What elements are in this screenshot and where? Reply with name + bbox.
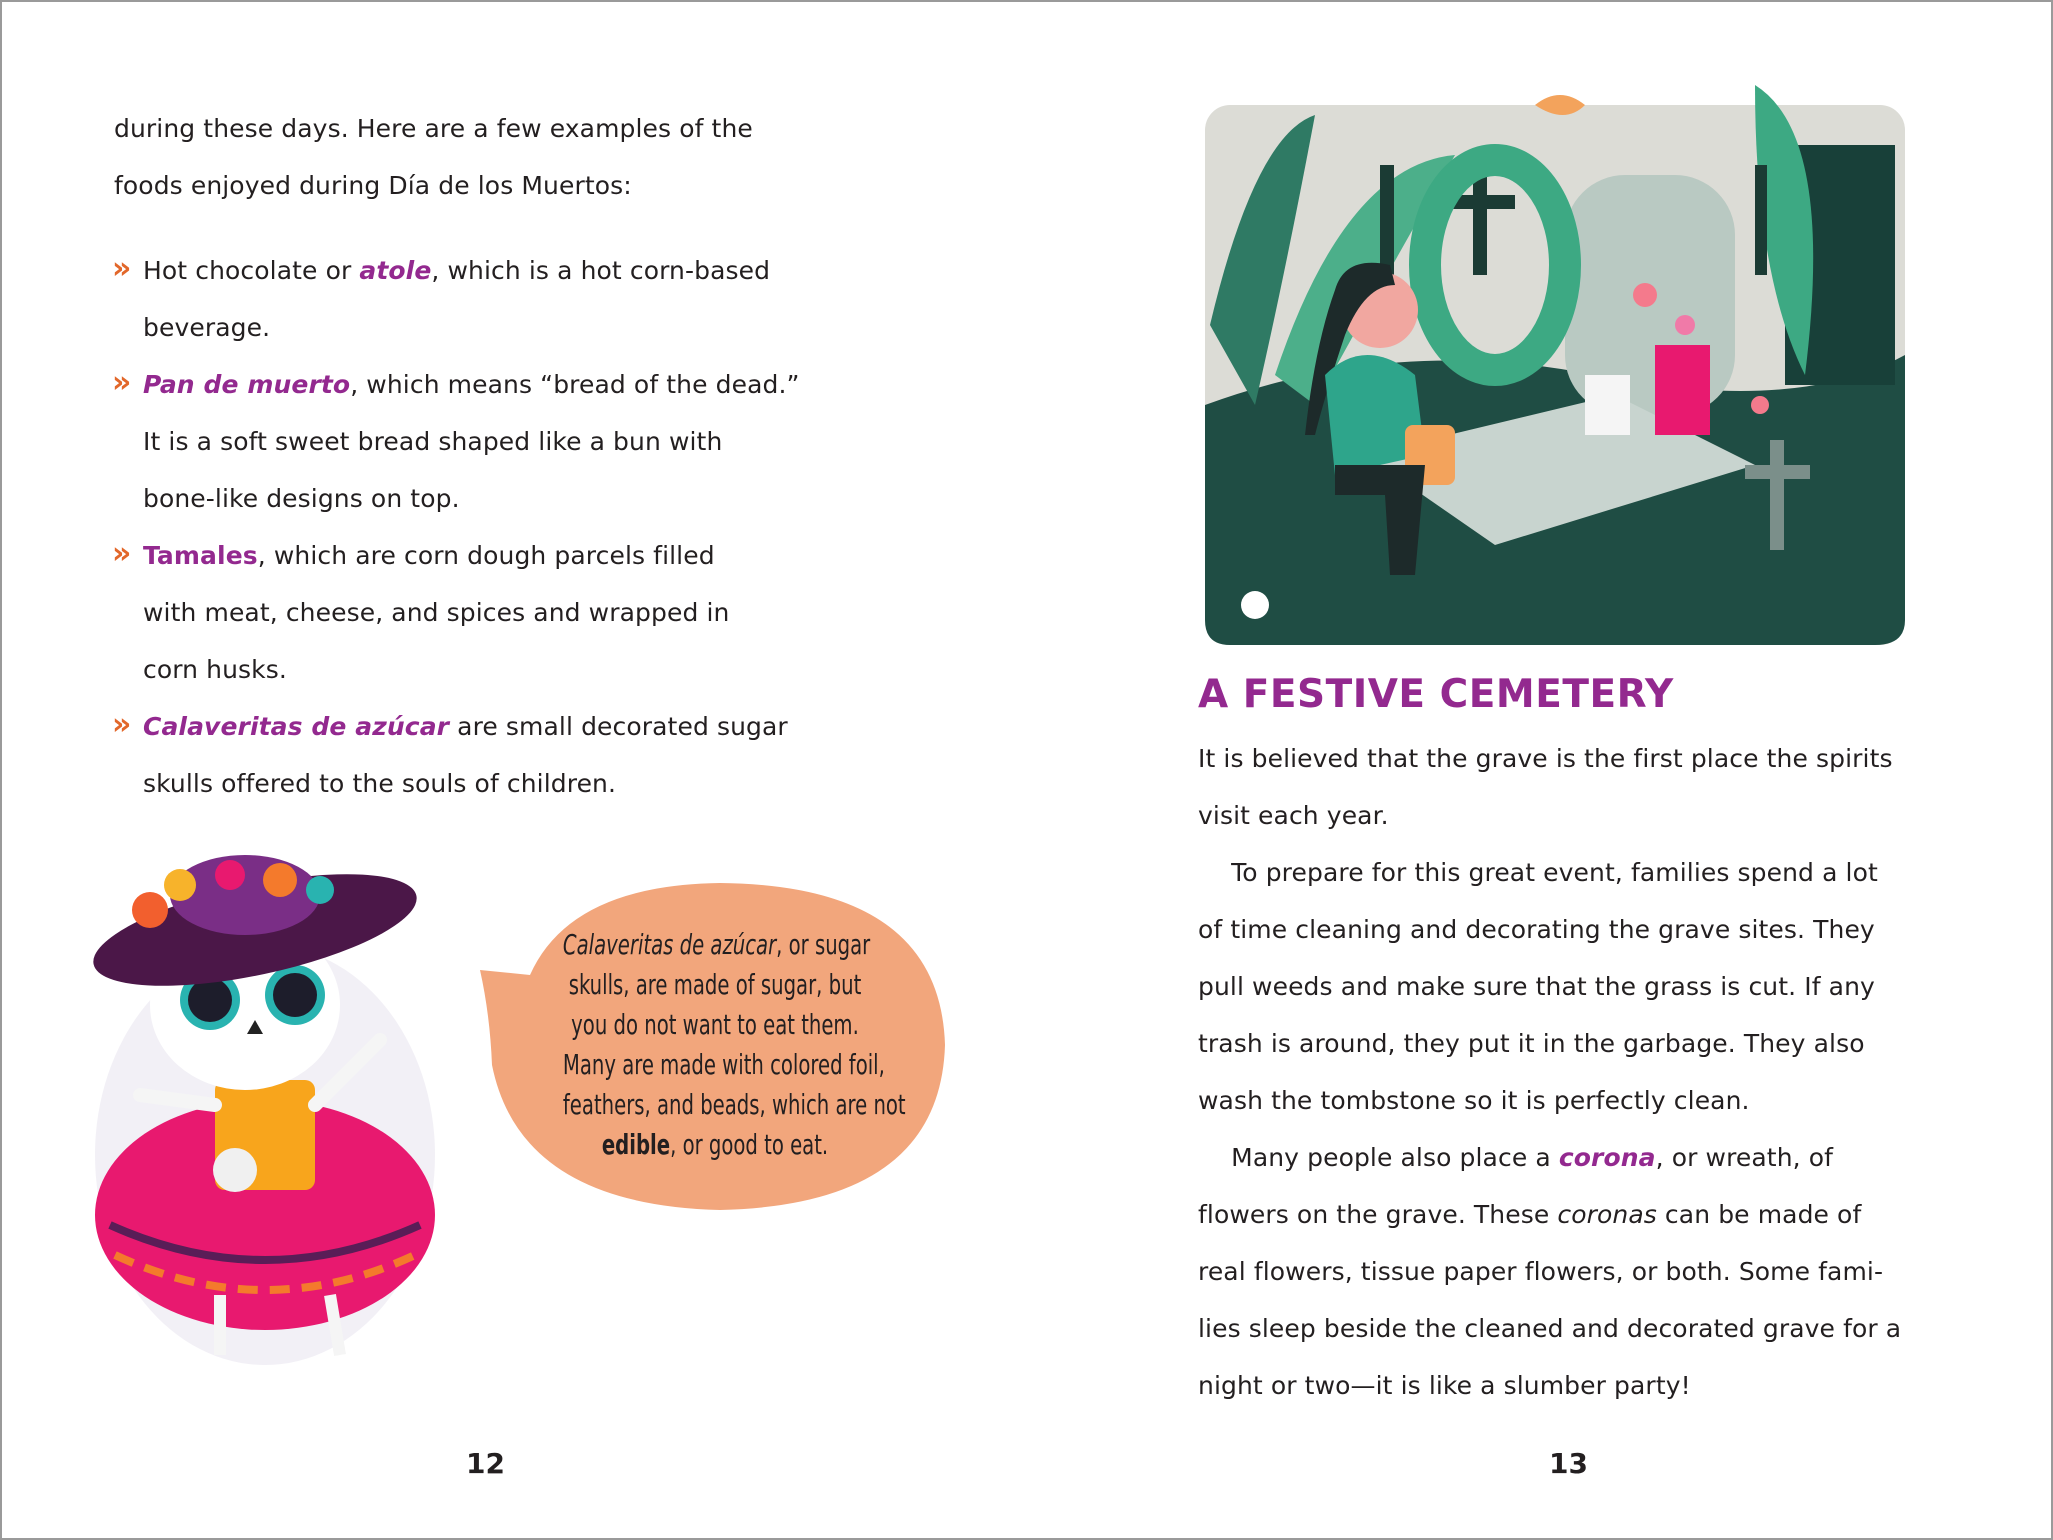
page-number-left: 12 [466, 1447, 505, 1480]
text-line [143, 427, 722, 456]
text-line [1198, 801, 1389, 830]
text-run: trash is around, they put it in the garbage. They also [1198, 1029, 1865, 1058]
bullet-chevron-icon: » [112, 251, 132, 286]
text-run: It is believed that the grave is the first place the spirits [1198, 744, 1893, 773]
calavera-illustration [80, 855, 450, 1385]
text-run: , which means “bread of the dead.” [350, 370, 800, 399]
text-run: with meat, cheese, and spices and wrapped in [143, 598, 730, 627]
text-line [1198, 1143, 1833, 1172]
text-run: skulls, are made of sugar, but [568, 968, 862, 1001]
text-run: Many are made with colored foil, [562, 1048, 885, 1081]
text-line [1198, 972, 1875, 1001]
speech-bubble-text [562, 925, 906, 1165]
bullet-chevron-icon: » [112, 536, 132, 571]
text-run: can be made of [1656, 1200, 1862, 1229]
text-line [143, 484, 460, 513]
text-line [1198, 1371, 1691, 1400]
text-run: of time cleaning and decorating the grave sites. They [1198, 915, 1875, 944]
text-line [143, 655, 287, 684]
bubble-line [563, 965, 867, 1005]
emphasized-term: Tamales [143, 541, 258, 570]
text-line [143, 541, 715, 570]
bullet-chevron-icon: » [112, 707, 132, 742]
text-line [1198, 1200, 1861, 1229]
text-run: skulls offered to the souls of children. [143, 769, 617, 798]
text-run: , or wreath, of [1655, 1143, 1834, 1172]
text-line [143, 769, 616, 798]
text-run: during these days. Here are a few examples of the [114, 114, 753, 143]
bubble-line [563, 1125, 867, 1165]
text-run: , which is a hot corn-based [431, 256, 771, 285]
text-line [1198, 915, 1875, 944]
emphasized-term: coronas [1557, 1200, 1657, 1229]
text-run: corn husks. [143, 655, 287, 684]
text-line [143, 370, 800, 399]
emphasized-term: corona [1558, 1143, 1656, 1172]
text-line [1198, 1257, 1883, 1286]
emphasized-term: Calaveritas de azúcar [562, 928, 777, 961]
text-run: visit each year. [1198, 801, 1389, 830]
section-heading: A FESTIVE CEMETERY [1198, 672, 1674, 717]
text-run: , or good to eat. [670, 1128, 829, 1161]
emphasized-term: Pan de muerto [143, 370, 351, 399]
bullet-chevron-icon: » [112, 365, 132, 400]
text-run: pull weeds and make sure that the grass is cut. If any [1198, 972, 1875, 1001]
text-run: flowers on the grave. These [1198, 1200, 1558, 1229]
emphasized-term: edible [601, 1128, 671, 1161]
text-run: bone-like designs on top. [143, 484, 460, 513]
text-run: It is a soft sweet bread shaped like a bun with [143, 427, 723, 456]
emphasized-term: atole [359, 256, 432, 285]
text-line [1198, 1314, 1901, 1343]
text-run: are small decorated sugar [449, 712, 788, 741]
bubble-line [562, 925, 871, 965]
text-run: lies sleep beside the cleaned and decorated grave for a [1198, 1314, 1902, 1343]
text-line [143, 598, 729, 627]
text-run: you do not want to eat them. [571, 1008, 859, 1041]
text-run: , which are corn dough parcels filled [257, 541, 715, 570]
page-number-right: 13 [1549, 1447, 1588, 1480]
text-run: night or two—it is like a slumber party! [1198, 1371, 1691, 1400]
text-run: real flowers, tissue paper flowers, or both. Some fami- [1198, 1257, 1884, 1286]
text-line [143, 256, 770, 285]
text-run: wash the tombstone so it is perfectly clean. [1198, 1086, 1750, 1115]
text-line [1198, 1029, 1865, 1058]
text-line [1198, 744, 1893, 773]
text-line [1198, 1086, 1750, 1115]
bubble-line [563, 1005, 867, 1045]
text-run: feathers, and beads, which are not [562, 1088, 906, 1121]
text-run: To prepare for this great event, families spend a lot [1198, 858, 1878, 887]
text-run: foods enjoyed during Día de los Muertos: [114, 171, 632, 200]
text-run: Hot chocolate or [143, 256, 360, 285]
cemetery-illustration [1195, 75, 1920, 650]
text-run: beverage. [143, 313, 271, 342]
text-line [114, 171, 632, 200]
text-run: , or sugar [776, 928, 871, 961]
text-line [114, 114, 753, 143]
text-line [1198, 858, 1878, 887]
emphasized-term: Calaveritas de azúcar [143, 712, 450, 741]
bubble-line [562, 1085, 906, 1125]
text-line [143, 712, 788, 741]
text-line [143, 313, 270, 342]
text-run: Many people also place a [1198, 1143, 1559, 1172]
bubble-line [562, 1045, 885, 1085]
